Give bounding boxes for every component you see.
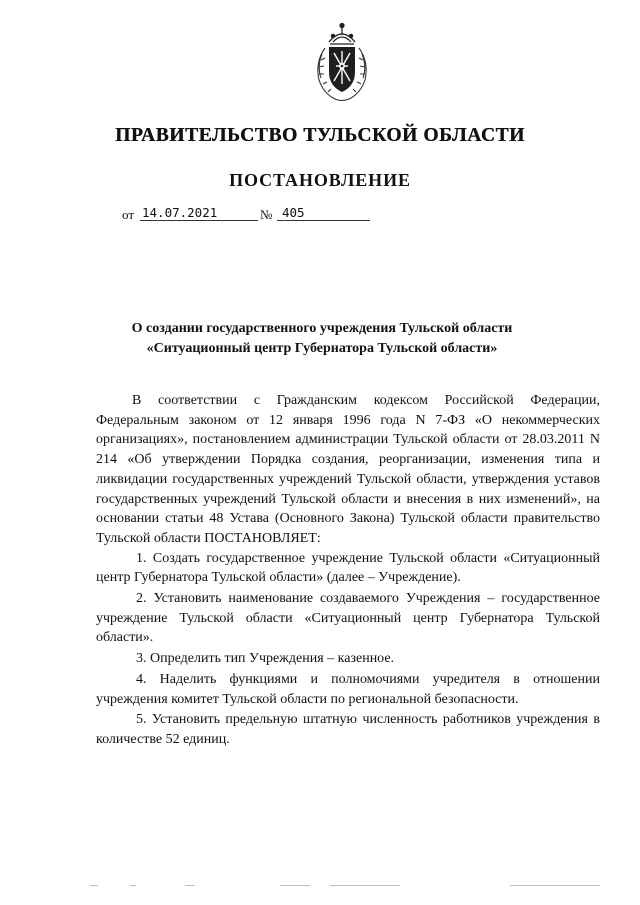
subject-line-2: «Ситуационный центр Губернатора Тульской области»: [146, 341, 498, 356]
decree-item-1: 1. Создать государственное учреждение Тульской области «Ситуационный центр Губернатора Тульской области» (далее – Учреждение).: [96, 550, 600, 586]
decree-item-2: 2. Установить наименование создаваемого Учреждения – государственное учреждение Тульской области «Ситуационный центр Губернатора Тульской области».: [96, 591, 600, 646]
document-type: ПОСТАНОВЛЕНИЕ: [229, 170, 411, 190]
scan-bleed-through: [90, 884, 610, 888]
subject-line-1: О создании государственного учреждения Тульской области: [131, 321, 513, 336]
decree-item-3: 3. Определить тип Учреждения – казенное.: [136, 651, 395, 667]
government-name: ПРАВИТЕЛЬСТВО ТУЛЬСКОЙ ОБЛАСТИ: [115, 125, 525, 146]
decree-subject: [96, 319, 548, 359]
decree-item-4: 4. Наделить функциями и полномочиями учредителя в отношении учреждения комитет Тульской области по региональной безопасности.: [96, 671, 600, 707]
number-label: №: [260, 207, 273, 222]
number-value: 405: [282, 205, 305, 220]
date-label: от: [122, 207, 135, 222]
decree-item-5: 5. Установить предельную штатную численность работников учреждения в количестве 52 единиц.: [96, 712, 600, 747]
date-value: 14.07.2021: [142, 205, 218, 220]
preamble-paragraph: В соответствии с Гражданским кодексом Российской Федерации, Федеральным законом от 12 января 1996 года N 7-ФЗ «О некоммерческих организациях», постановлением администрации Тульской области от 28.03.2011 N 214 «Об утверждении Порядка создания, реорганизации, изменения типа и ликвидации государственных учреждений Тульской области, утверждения уставов государственных учреждений Тульской области и внесения в них изменений», на основании статьи 48 Устава (Основного Закона) Тульской области правительство Тульской области ПОСТАНОВЛЯЕТ:: [96, 393, 600, 546]
date-underline: [140, 220, 258, 221]
tula-coat-of-arms-icon: [311, 22, 373, 104]
number-underline: [277, 220, 370, 221]
decree-body: [96, 391, 600, 750]
